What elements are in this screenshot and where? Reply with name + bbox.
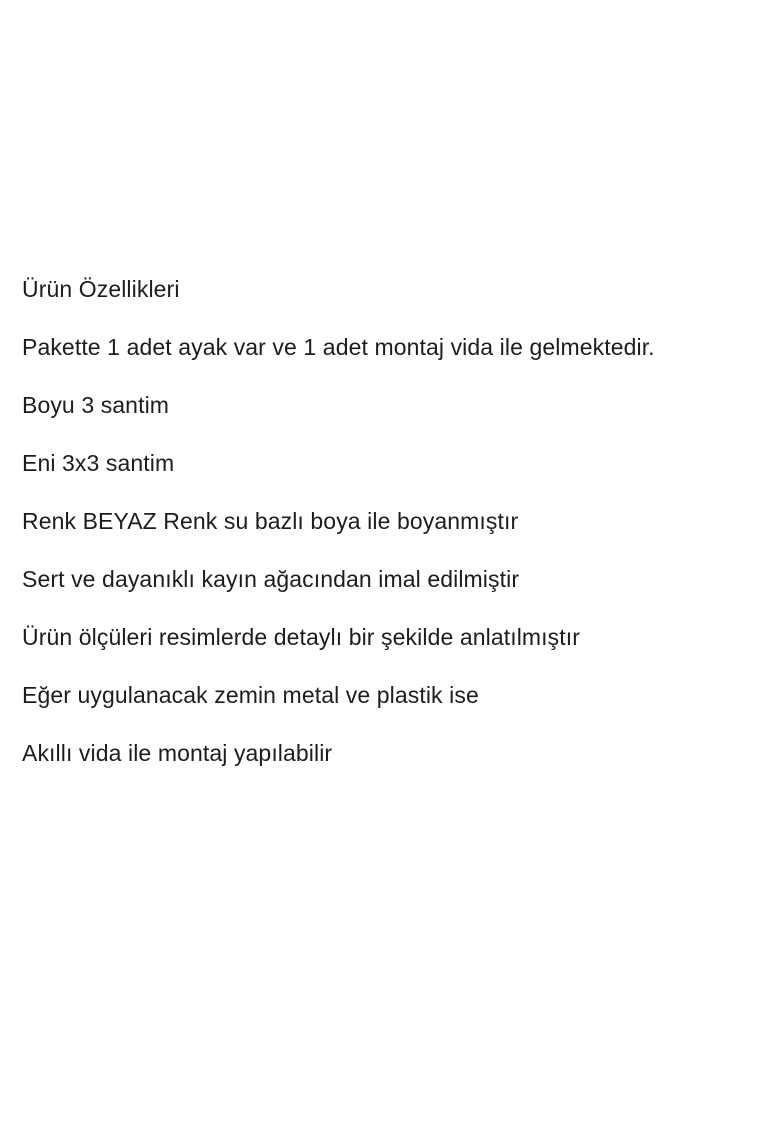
page-title: Ürün Özellikleri xyxy=(22,276,180,302)
description-line-dimensions: Ürün ölçüleri resimlerde detaylı bir şekilde anlatılmıştır xyxy=(22,624,581,650)
description-line-color: Renk BEYAZ Renk su bazlı boya ile boyanmıştır xyxy=(22,508,519,534)
description-line-material: Sert ve dayanıklı kayın ağacından imal edilmiştir xyxy=(22,566,520,592)
description-line-width: Eni 3x3 santim xyxy=(22,450,175,476)
description-line-surface: Eğer uygulanacak zemin metal ve plastik ise xyxy=(22,682,479,708)
description-line-height: Boyu 3 santim xyxy=(22,392,170,418)
description-line-mounting: Akıllı vida ile montaj yapılabilir xyxy=(22,740,333,766)
description-line-package: Pakette 1 adet ayak var ve 1 adet montaj vida ile gelmektedir. xyxy=(22,334,655,360)
